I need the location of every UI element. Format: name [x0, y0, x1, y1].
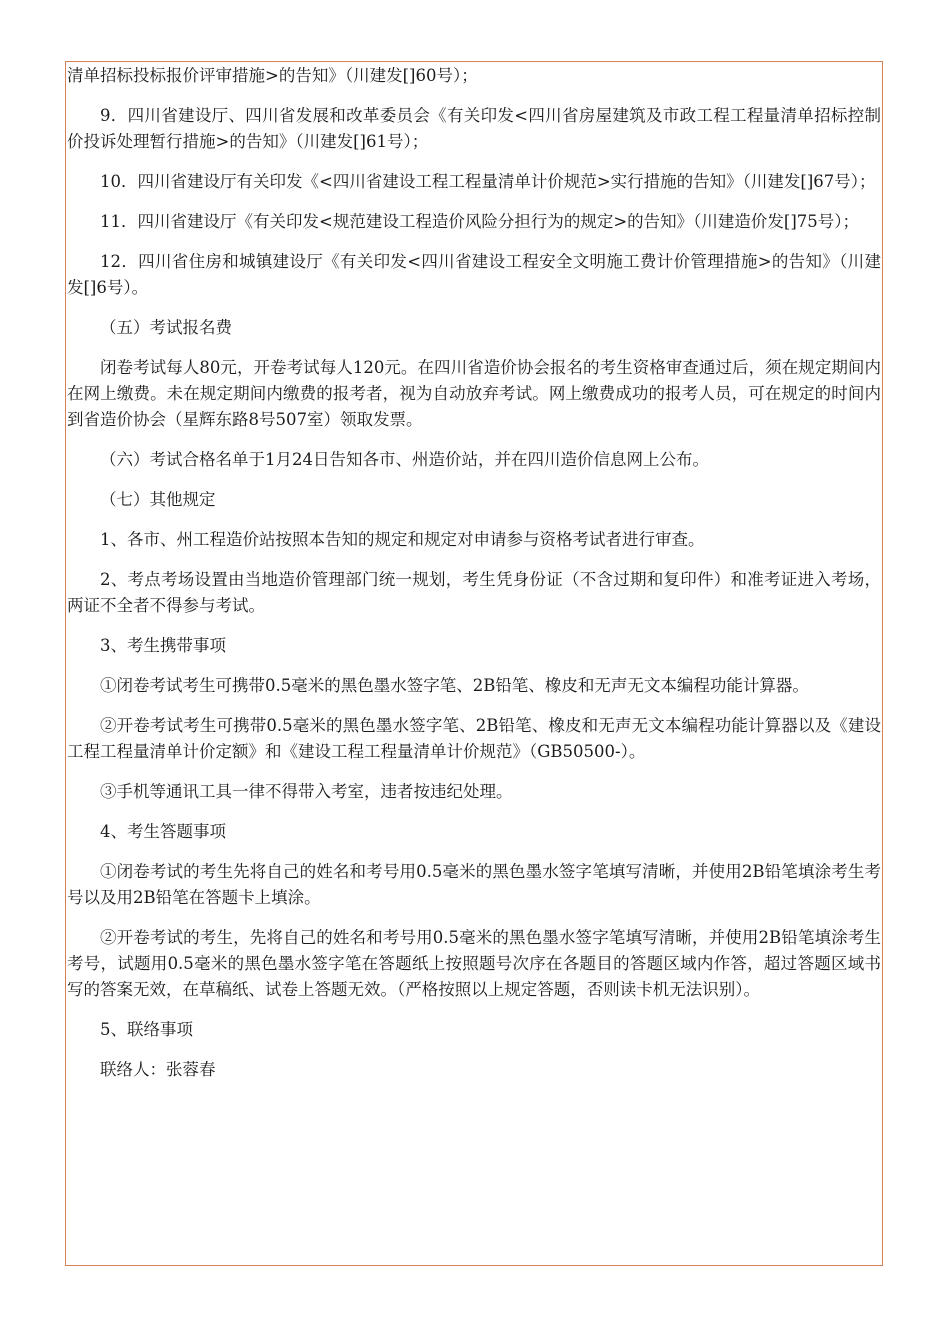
- section-heading-other: （七）其他规定: [100, 490, 216, 509]
- document-body: [67, 63, 881, 1097]
- paragraph-item-11: 11．四川省建设厅《有关印发<规范建设工程造价风险分担行为的规定>的告知》（川建造价发[]75号）；: [100, 212, 860, 231]
- paragraph-contact-person: 联络人：张蓉春: [100, 1060, 216, 1079]
- paragraph-carry-3: ③手机等通讯工具一律不得带入考室，违者按违纪处理。: [100, 782, 513, 801]
- paragraph-results: （六）考试合格名单于1月24日告知各市、州造价站，并在四川造价信息网上公布。: [100, 450, 709, 469]
- subheading-answer: 4、考生答题事项: [100, 822, 226, 841]
- paragraph-rule-1: 1、各市、州工程造价站按照本告知的规定和规定对申请参与资格考试者进行审查。: [100, 530, 705, 549]
- paragraph-answer-1: ①闭卷考试的考生先将自己的姓名和考号用0.5毫米的黑色墨水签字笔填写清晰，并使用2B铅笔填涂考生考号以及用2B铅笔在答题卡上填涂。: [67, 862, 881, 907]
- subheading-carry: 3、考生携带事项: [100, 636, 226, 655]
- subheading-contact: 5、联络事项: [100, 1020, 193, 1039]
- paragraph-rule-2: 2、考点考场设置由当地造价管理部门统一规划，考生凭身份证（不含过期和复印件）和准考证进入考场，两证不全者不得参与考试。: [67, 570, 881, 615]
- paragraph-fee: 闭卷考试每人80元，开卷考试每人120元。在四川省造价协会报名的考生资格审查通过后，须在规定期间内在网上缴费。未在规定期间内缴费的报考者，视为自动放弃考试。网上缴费成功的报考人员，可在规定的时间内到省造价协会（星辉东路8号507室）领取发票。: [67, 358, 881, 429]
- paragraph-item-10: 10．四川省建设厅有关印发《<四川省建设工程工程量清单计价规范>实行措施的告知》（川建发[]67号）；: [100, 172, 876, 191]
- paragraph-continuation: 清单招标投标报价评审措施>的告知》（川建发[]60号）；: [67, 66, 478, 85]
- paragraph-carry-1: ①闭卷考试考生可携带0.5毫米的黑色墨水签字笔、2B铅笔、橡皮和无声无文本编程功能计算器。: [100, 676, 809, 695]
- paragraph-item-12: 12．四川省住房和城镇建设厅《有关印发<四川省建设工程安全文明施工费计价管理措施>的告知》（川建发[]6号）。: [67, 252, 881, 297]
- section-heading-fee: （五）考试报名费: [100, 318, 232, 337]
- paragraph-item-9: 9．四川省建设厅、四川省发展和改革委员会《有关印发<四川省房屋建筑及市政工程工程量清单招标控制价投诉处理暂行措施>的告知》（川建发[]61号）；: [67, 106, 881, 151]
- paragraph-answer-2: ②开卷考试的考生，先将自己的姓名和考号用0.5毫米的黑色墨水签字笔填写清晰，并使用2B铅笔填涂考生考号，试题用0.5毫米的黑色墨水签字笔在答题纸上按照题号次序在各题目的答题区域内作答，超过答题区域书写的答案无效，在草稿纸、试卷上答题无效。（严格按照以上规定答题，否则读卡机无法识别）。: [67, 928, 881, 999]
- paragraph-carry-2: ②开卷考试考生可携带0.5毫米的黑色墨水签字笔、2B铅笔、橡皮和无声无文本编程功能计算器以及《建设工程工程量清单计价定额》和《建设工程工程量清单计价规范》（GB50500-）。: [67, 716, 881, 761]
